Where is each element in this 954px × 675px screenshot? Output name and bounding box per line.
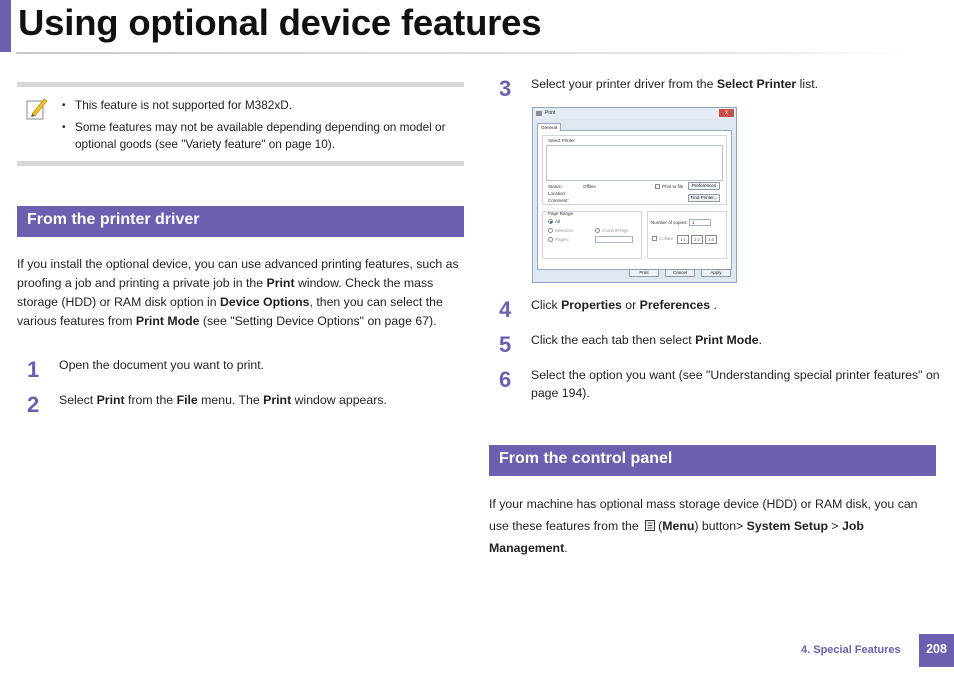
step-number-4: 4 [499,297,512,322]
breadcrumb-separator: > [831,519,839,533]
bold-term: Print [266,276,295,290]
printer-driver-intro [17,255,467,331]
radio-selection-label: Selection [555,228,574,233]
bold-term: Select Printer [716,77,797,91]
print-to-file-checkbox[interactable] [655,184,660,189]
print-to-file-label: Print to file [662,184,684,189]
section-heading-printer-driver: From the printer driver [17,206,464,237]
preferences-button[interactable]: Preferences [688,182,720,190]
step-number-5: 5 [499,332,512,357]
control-panel-text-mid: button> [701,519,744,533]
bold-term: Print Mode [695,333,759,347]
step-number-3: 3 [499,76,512,101]
collate-preview-icon: 1 1 2 2 3 3 [677,235,717,244]
text-run: (see "Setting Device Options" on page 67). [199,314,437,328]
text-run: Select your printer driver from the [531,77,717,91]
radio-pages[interactable] [548,237,553,242]
copies-label: Number of copies: [651,220,688,225]
copies-input[interactable]: 1 [689,219,711,226]
title-accent-bar [0,0,11,52]
dialog-title: Print [545,110,556,116]
text-run: If you install the optional device, you can use advanced printing features, such as proofing a job and printing a private job in the [17,257,459,290]
step-number-2: 2 [27,392,40,417]
text-run: Open the document you want to print. [59,358,265,372]
note-item: • Some features may not be available depending depending on model or optional goods (see "Variety feature" on page 10). [62,119,462,153]
period: . [564,541,568,555]
bold-term: File [176,393,198,407]
section-heading-control-panel: From the control panel [489,445,936,476]
radio-current-page[interactable] [595,228,600,233]
cancel-button[interactable]: Cancel [665,269,695,277]
control-panel-text: If your machine has optional mass storage device (HDD) or RAM disk, you can use these features from the (Menu) button> System Setup > Job Management. [489,497,918,555]
text-run: list. [796,77,819,91]
text-run: window appears. [291,393,387,407]
radio-current-page-label: Current Page [602,228,629,233]
dialog-title-bar [533,108,736,119]
dialog-close-button[interactable]: x [719,109,734,117]
find-printer-button[interactable]: Find Printer... [688,194,720,202]
radio-pages-label: Pages: [555,237,570,242]
page-range-label: Page Range [548,211,574,216]
text-run: window. Check the mass storage (HDD) or RAM disk option in [17,276,434,309]
step-number-1: 1 [27,357,40,382]
menu-icon [644,519,656,532]
step-number-6: 6 [499,367,512,392]
status-value: Offline [583,184,596,189]
radio-all[interactable] [548,219,553,224]
pages-input[interactable] [595,236,633,243]
printer-list[interactable] [546,145,723,181]
bold-term: Device Options [219,295,310,309]
text-run: Select the option you want (see "Understanding special printer features" on page 194). [531,368,940,400]
select-printer-label: Select Printer [548,138,576,143]
radio-selection[interactable] [548,228,553,233]
note-list [62,97,462,158]
collate-label: Collate [659,236,674,241]
text-run: from the [124,393,177,407]
bold-term: Print [263,393,292,407]
control-panel-text-line-1: If your machine has optional mass storage device (HDD) or RAM disk, you can [489,497,918,511]
step-text-2 [59,392,459,410]
printer-icon [536,111,542,116]
text-run: , then you can select the various features from [17,295,443,328]
text-run: Select [59,393,97,407]
page-number: 208 [919,634,954,667]
title-divider [16,52,914,54]
footer-section-label: 4. Special Features [801,644,901,656]
bold-term: Properties [561,298,622,312]
step-text-1 [59,357,459,375]
location-label: Location: [548,191,567,196]
print-button[interactable]: Print [629,269,659,277]
job-label: Job [842,519,864,533]
bold-term: Print [96,393,125,407]
text-run: menu. The [197,393,264,407]
text-run: or [621,298,640,312]
step-text-6 [531,367,941,402]
menu-label: Menu [662,519,695,533]
radio-all-label: All [555,219,561,224]
note-box [17,82,464,166]
bold-term: Print Mode [135,314,200,328]
text-run: . [758,333,763,347]
system-setup-label: System Setup [746,519,828,533]
control-panel-text-pre: use these features from the [489,519,639,533]
step-text-3 [531,76,936,94]
text-run: Click [531,298,562,312]
text-run: . [710,298,717,312]
comment-label: Comment: [548,198,569,203]
print-dialog-screenshot [532,107,737,283]
status-label: Status: [548,184,563,189]
collate-checkbox[interactable] [652,236,657,241]
note-pencil-icon [25,96,49,122]
tab-general[interactable]: General [537,123,561,131]
text-run: Click the each tab then select [531,333,696,347]
step-text-4 [531,297,936,315]
bold-term: Preferences [639,298,711,312]
step-text-5 [531,332,936,350]
note-item: • This feature is not supported for M382xD. [62,97,462,114]
management-label: Management [489,541,565,555]
page-title: Using optional device features [18,2,542,43]
apply-button[interactable]: Apply [701,269,731,277]
